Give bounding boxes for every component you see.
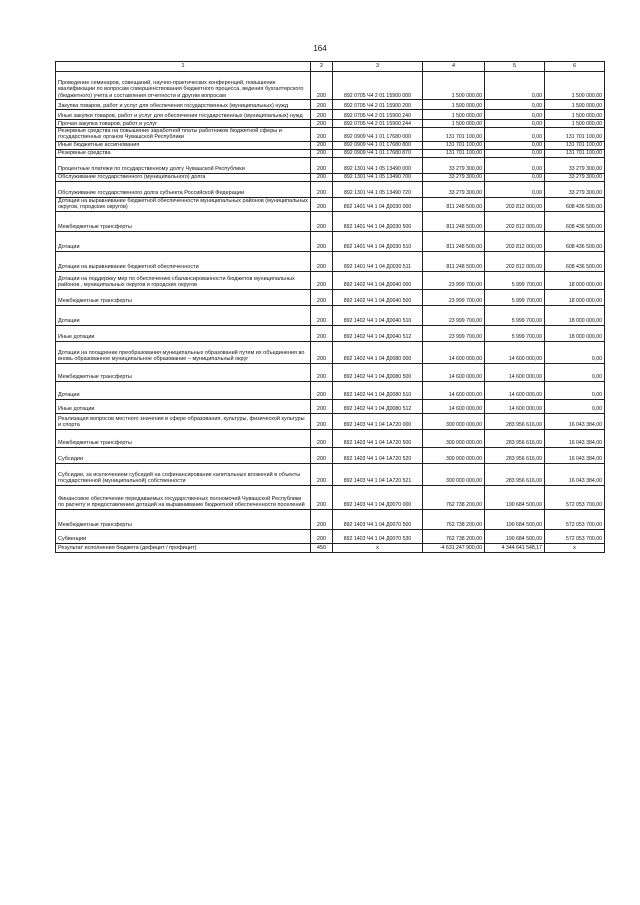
row-name: Дотации <box>56 231 311 251</box>
row-executed-amount: 0,00 <box>485 72 545 100</box>
row-unexecuted-amount: 131 701 100,00 <box>545 141 605 149</box>
row-approved-amount: 131 701 100,00 <box>423 128 485 142</box>
row-budget-code: 892 1403 Ч4 1 04 1А720 520 <box>333 447 423 463</box>
row-approved-amount: 1 500 000,00 <box>423 72 485 100</box>
row-executed-amount: 4 344 641 548,17 <box>485 543 545 552</box>
row-name: Субсидии, за исключением субсидий на софинансирование капитальных вложений в объекты государственной (муниципальной) собственности <box>56 463 311 485</box>
row-executed-amount: 5 999 700,00 <box>485 271 545 289</box>
row-approved-amount: 1 500 000,00 <box>423 100 485 110</box>
row-approved-amount: 131 701 100,00 <box>423 149 485 157</box>
row-approved-amount: 33 279 300,00 <box>423 181 485 197</box>
row-line-code: 200 <box>311 289 333 305</box>
row-executed-amount: 0,00 <box>485 120 545 128</box>
row-name: Реализация вопросов местного значения в сфере образования, культуры, физической культуры и спорта <box>56 413 311 429</box>
column-header: 3 <box>333 62 423 72</box>
row-line-code: 450 <box>311 543 333 552</box>
row-executed-amount: 5 999 700,00 <box>485 325 545 341</box>
row-budget-code: 892 1403 Ч4 1 04 1А720 500 <box>333 429 423 447</box>
row-budget-code: 892 1401 Ч4 1 04 Д0030 510 <box>333 231 423 251</box>
row-line-code: 200 <box>311 110 333 120</box>
row-approved-amount: 762 738 200,00 <box>423 509 485 529</box>
row-line-code: 200 <box>311 325 333 341</box>
row-budget-code: 892 1301 Ч4 1 05 13490 720 <box>333 181 423 197</box>
row-unexecuted-amount: 0,00 <box>545 363 605 381</box>
row-unexecuted-amount: 1 500 000,00 <box>545 100 605 110</box>
table-row <box>56 231 605 251</box>
column-header: 6 <box>545 62 605 72</box>
row-budget-code: 892 0705 Ч4 2 01 15900 240 <box>333 110 423 120</box>
row-executed-amount: 0,00 <box>485 181 545 197</box>
row-approved-amount: 14 600 000,00 <box>423 381 485 399</box>
table-row <box>56 463 605 485</box>
row-budget-code: 892 1402 Ч4 1 04 Д0040 512 <box>333 325 423 341</box>
row-line-code: 200 <box>311 128 333 142</box>
row-unexecuted-amount: 0,00 <box>545 341 605 363</box>
row-approved-amount: 811 248 500,00 <box>423 197 485 211</box>
row-name: Иные дотации <box>56 325 311 341</box>
row-approved-amount: 33 279 300,00 <box>423 157 485 173</box>
row-unexecuted-amount: 608 436 500,00 <box>545 231 605 251</box>
row-executed-amount: 283 956 616,00 <box>485 447 545 463</box>
row-unexecuted-amount: 1 500 000,00 <box>545 120 605 128</box>
row-line-code: 200 <box>311 211 333 231</box>
column-header: 4 <box>423 62 485 72</box>
column-header: 5 <box>485 62 545 72</box>
row-unexecuted-amount: 608 436 500,00 <box>545 251 605 271</box>
table-header-row <box>56 62 605 72</box>
row-name: Дотации на поощрение преобразования муниципальных образований путем их объединения во вновь образованное муниципальное образование – муниципальный округ <box>56 341 311 363</box>
row-approved-amount: 300 000 000,00 <box>423 447 485 463</box>
row-approved-amount: 14 600 000,00 <box>423 341 485 363</box>
row-budget-code: 892 1401 Ч4 1 04 Д0030 511 <box>333 251 423 271</box>
row-name: Результат исполнения бюджета (дефицит / профицит) <box>56 543 311 552</box>
row-unexecuted-amount: 1 500 000,00 <box>545 72 605 100</box>
row-line-code: 200 <box>311 181 333 197</box>
row-unexecuted-amount: 572 053 700,00 <box>545 529 605 543</box>
row-name: Дотации на выравнивание бюджетной обеспеченности муниципальных районов (муниципальных округов, городских округов) <box>56 197 311 211</box>
row-budget-code: 892 1402 Ч4 1 04 Д0040 510 <box>333 305 423 325</box>
table-row <box>56 72 605 100</box>
row-line-code: 200 <box>311 149 333 157</box>
row-executed-amount: 14 600 000,00 <box>485 341 545 363</box>
row-name: Дотации на поддержку мер по обеспечению сбалансированности бюджетов муниципальных районов , муниципальных округов и городских округов <box>56 271 311 289</box>
row-unexecuted-amount: x <box>545 543 605 552</box>
row-approved-amount: -4 631 247 900,00 <box>423 543 485 552</box>
row-budget-code: 892 1402 Ч4 1 04 Д0080 000 <box>333 341 423 363</box>
row-name: Резервные средства на повышение заработной платы работников бюджетной сферы и государственных органов Чувашской Республики <box>56 128 311 142</box>
row-executed-amount: 0,00 <box>485 157 545 173</box>
row-unexecuted-amount: 1 500 000,00 <box>545 110 605 120</box>
row-name: Процентные платежи по государственному долгу Чувашской Республики <box>56 157 311 173</box>
table-row <box>56 251 605 271</box>
table-row <box>56 399 605 413</box>
row-budget-code: 892 1403 Ч4 1 04 1А720 521 <box>333 463 423 485</box>
row-executed-amount: 14 600 000,00 <box>485 363 545 381</box>
row-line-code: 200 <box>311 447 333 463</box>
row-approved-amount: 811 248 500,00 <box>423 211 485 231</box>
row-approved-amount: 23 999 700,00 <box>423 289 485 305</box>
row-approved-amount: 762 738 200,00 <box>423 529 485 543</box>
row-budget-code: 892 1403 Ч4 1 04 Д0070 530 <box>333 529 423 543</box>
column-header: 2 <box>311 62 333 72</box>
row-executed-amount: 5 999 700,00 <box>485 305 545 325</box>
row-unexecuted-amount: 33 279 300,00 <box>545 157 605 173</box>
row-name: Проведение семинаров, совещаний, научно-практических конференций, повышение квалификации по вопросам совершенствования бюджетного процесса, ведения бухгалтерского (бюджетного) учета и составления отчетности и другим вопросам <box>56 72 311 100</box>
row-line-code: 200 <box>311 72 333 100</box>
row-line-code: 200 <box>311 381 333 399</box>
row-line-code: 200 <box>311 485 333 509</box>
table-row <box>56 485 605 509</box>
row-unexecuted-amount: 608 436 500,00 <box>545 197 605 211</box>
row-executed-amount: 0,00 <box>485 110 545 120</box>
row-executed-amount: 190 684 500,00 <box>485 509 545 529</box>
row-line-code: 200 <box>311 100 333 110</box>
row-name: Дотации <box>56 381 311 399</box>
table-row <box>56 289 605 305</box>
row-name: Иные закупки товаров, работ и услуг для обеспечения государственных (муниципальных) нужд <box>56 110 311 120</box>
row-budget-code: 892 1401 Ч4 1 04 Д0030 000 <box>333 197 423 211</box>
row-line-code: 200 <box>311 173 333 181</box>
table-row <box>56 509 605 529</box>
row-unexecuted-amount: 16 043 384,00 <box>545 447 605 463</box>
row-name: Межбюджетные трансферты <box>56 429 311 447</box>
row-approved-amount: 14 600 000,00 <box>423 399 485 413</box>
row-executed-amount: 202 812 000,00 <box>485 197 545 211</box>
row-approved-amount: 1 500 000,00 <box>423 120 485 128</box>
table-row <box>56 110 605 120</box>
table-row <box>56 341 605 363</box>
column-header: 1 <box>56 62 311 72</box>
row-name: Межбюджетные трансферты <box>56 211 311 231</box>
row-name: Субвенции <box>56 529 311 543</box>
table-row <box>56 120 605 128</box>
row-budget-code: 892 1402 Ч4 1 04 Д0040 500 <box>333 289 423 305</box>
row-budget-code: 892 1401 Ч4 1 04 Д0030 500 <box>333 211 423 231</box>
table-row <box>56 325 605 341</box>
row-budget-code: 892 0909 Ч4 1 01 17680 870 <box>333 149 423 157</box>
row-line-code: 200 <box>311 141 333 149</box>
row-executed-amount: 0,00 <box>485 128 545 142</box>
row-budget-code: 892 1402 Ч4 1 04 Д0080 512 <box>333 399 423 413</box>
row-budget-code: 892 1301 Ч4 1 05 13490 700 <box>333 173 423 181</box>
row-line-code: 200 <box>311 363 333 381</box>
row-executed-amount: 190 684 500,00 <box>485 485 545 509</box>
row-executed-amount: 0,00 <box>485 173 545 181</box>
row-line-code: 200 <box>311 413 333 429</box>
row-name: Иные дотации <box>56 399 311 413</box>
row-unexecuted-amount: 33 279 300,00 <box>545 173 605 181</box>
table-row <box>56 197 605 211</box>
row-budget-code: 892 1403 Ч4 1 04 1А720 000 <box>333 413 423 429</box>
row-line-code: 200 <box>311 271 333 289</box>
row-line-code: 200 <box>311 399 333 413</box>
table-row <box>56 128 605 142</box>
row-executed-amount: 14 600 000,00 <box>485 381 545 399</box>
row-name: Прочая закупка товаров, работ и услуг <box>56 120 311 128</box>
row-name: Межбюджетные трансферты <box>56 289 311 305</box>
row-unexecuted-amount: 18 000 000,00 <box>545 289 605 305</box>
row-line-code: 200 <box>311 197 333 211</box>
table-row <box>56 149 605 157</box>
row-unexecuted-amount: 16 043 384,00 <box>545 429 605 447</box>
row-name: Иные бюджетные ассигнования <box>56 141 311 149</box>
row-budget-code: 892 0909 Ч4 1 01 17680 000 <box>333 128 423 142</box>
row-budget-code: 892 1301 Ч4 1 05 13490 000 <box>333 157 423 173</box>
row-executed-amount: 202 812 000,00 <box>485 251 545 271</box>
row-executed-amount: 202 812 000,00 <box>485 231 545 251</box>
table-row <box>56 141 605 149</box>
table-row <box>56 271 605 289</box>
table-row <box>56 381 605 399</box>
row-approved-amount: 23 999 700,00 <box>423 305 485 325</box>
budget-execution-table <box>55 61 605 553</box>
row-approved-amount: 131 701 100,00 <box>423 141 485 149</box>
row-unexecuted-amount: 608 436 500,00 <box>545 211 605 231</box>
row-line-code: 200 <box>311 157 333 173</box>
row-approved-amount: 33 279 300,00 <box>423 173 485 181</box>
row-approved-amount: 300 000 000,00 <box>423 429 485 447</box>
row-budget-code: x <box>333 543 423 552</box>
row-budget-code: 892 1403 Ч4 1 04 Д0070 500 <box>333 509 423 529</box>
row-line-code: 200 <box>311 120 333 128</box>
row-unexecuted-amount: 16 043 384,00 <box>545 463 605 485</box>
row-executed-amount: 0,00 <box>485 141 545 149</box>
row-unexecuted-amount: 16 043 384,00 <box>545 413 605 429</box>
row-approved-amount: 23 999 700,00 <box>423 325 485 341</box>
row-executed-amount: 283 956 616,00 <box>485 463 545 485</box>
row-executed-amount: 202 812 000,00 <box>485 211 545 231</box>
row-line-code: 200 <box>311 251 333 271</box>
row-line-code: 200 <box>311 305 333 325</box>
row-name: Финансовое обеспечение передаваемых государственных полномочий Чувашской Республики по расчету и предоставлению дотаций на выравнивание бюджетной обеспеченности поселений <box>56 485 311 509</box>
row-line-code: 200 <box>311 231 333 251</box>
row-name: Обслуживание государственного долга субъекта Российской Федерации <box>56 181 311 197</box>
result-row <box>56 543 605 552</box>
table-row <box>56 529 605 543</box>
row-approved-amount: 1 500 000,00 <box>423 110 485 120</box>
table-row <box>56 305 605 325</box>
row-name: Субсидии <box>56 447 311 463</box>
row-name: Межбюджетные трансферты <box>56 363 311 381</box>
table-row <box>56 181 605 197</box>
row-budget-code: 892 1402 Ч4 1 04 Д0080 500 <box>333 363 423 381</box>
row-executed-amount: 190 684 500,00 <box>485 529 545 543</box>
table-row <box>56 363 605 381</box>
table-row <box>56 173 605 181</box>
row-executed-amount: 283 956 616,00 <box>485 413 545 429</box>
row-approved-amount: 811 248 500,00 <box>423 251 485 271</box>
row-executed-amount: 283 956 616,00 <box>485 429 545 447</box>
row-unexecuted-amount: 131 701 100,00 <box>545 149 605 157</box>
row-budget-code: 892 0909 Ч4 1 01 17680 800 <box>333 141 423 149</box>
row-approved-amount: 811 248 500,00 <box>423 231 485 251</box>
row-line-code: 200 <box>311 509 333 529</box>
row-unexecuted-amount: 0,00 <box>545 399 605 413</box>
row-name: Дотации <box>56 305 311 325</box>
row-budget-code: 892 0705 Ч4 2 01 15900 244 <box>333 120 423 128</box>
row-executed-amount: 14 600 000,00 <box>485 399 545 413</box>
row-unexecuted-amount: 0,00 <box>545 381 605 399</box>
row-budget-code: 892 0705 Ч4 2 01 15900 000 <box>333 72 423 100</box>
row-unexecuted-amount: 18 000 000,00 <box>545 325 605 341</box>
table-row <box>56 100 605 110</box>
row-budget-code: 892 1403 Ч4 1 04 Д0070 000 <box>333 485 423 509</box>
row-budget-code: 892 1402 Ч4 1 04 Д0080 510 <box>333 381 423 399</box>
row-unexecuted-amount: 18 000 000,00 <box>545 305 605 325</box>
row-unexecuted-amount: 572 053 700,00 <box>545 509 605 529</box>
row-unexecuted-amount: 18 000 000,00 <box>545 271 605 289</box>
row-unexecuted-amount: 572 053 700,00 <box>545 485 605 509</box>
row-budget-code: 892 1402 Ч4 1 04 Д0040 000 <box>333 271 423 289</box>
row-approved-amount: 23 999 700,00 <box>423 271 485 289</box>
row-name: Резервные средства <box>56 149 311 157</box>
table-row <box>56 447 605 463</box>
row-executed-amount: 5 999 700,00 <box>485 289 545 305</box>
row-budget-code: 892 0705 Ч4 2 01 15900 200 <box>333 100 423 110</box>
row-line-code: 200 <box>311 529 333 543</box>
table-row <box>56 413 605 429</box>
row-line-code: 200 <box>311 463 333 485</box>
table-row <box>56 157 605 173</box>
row-approved-amount: 14 600 000,00 <box>423 363 485 381</box>
table-row <box>56 429 605 447</box>
row-name: Закупка товаров, работ и услуг для обеспечения государственных (муниципальных) нужд <box>56 100 311 110</box>
row-executed-amount: 0,00 <box>485 100 545 110</box>
row-unexecuted-amount: 33 279 300,00 <box>545 181 605 197</box>
row-name: Дотации на выравнивание бюджетной обеспеченности <box>56 251 311 271</box>
row-approved-amount: 300 000 000,00 <box>423 463 485 485</box>
row-unexecuted-amount: 131 701 100,00 <box>545 128 605 142</box>
row-name: Межбюджетные трансферты <box>56 509 311 529</box>
row-line-code: 200 <box>311 341 333 363</box>
row-approved-amount: 762 738 200,00 <box>423 485 485 509</box>
row-executed-amount: 0,00 <box>485 149 545 157</box>
row-line-code: 200 <box>311 429 333 447</box>
table-row <box>56 211 605 231</box>
row-approved-amount: 300 000 000,00 <box>423 413 485 429</box>
row-name: Обслуживание государственного (муниципального) долга <box>56 173 311 181</box>
page-number: 164 <box>313 44 327 53</box>
